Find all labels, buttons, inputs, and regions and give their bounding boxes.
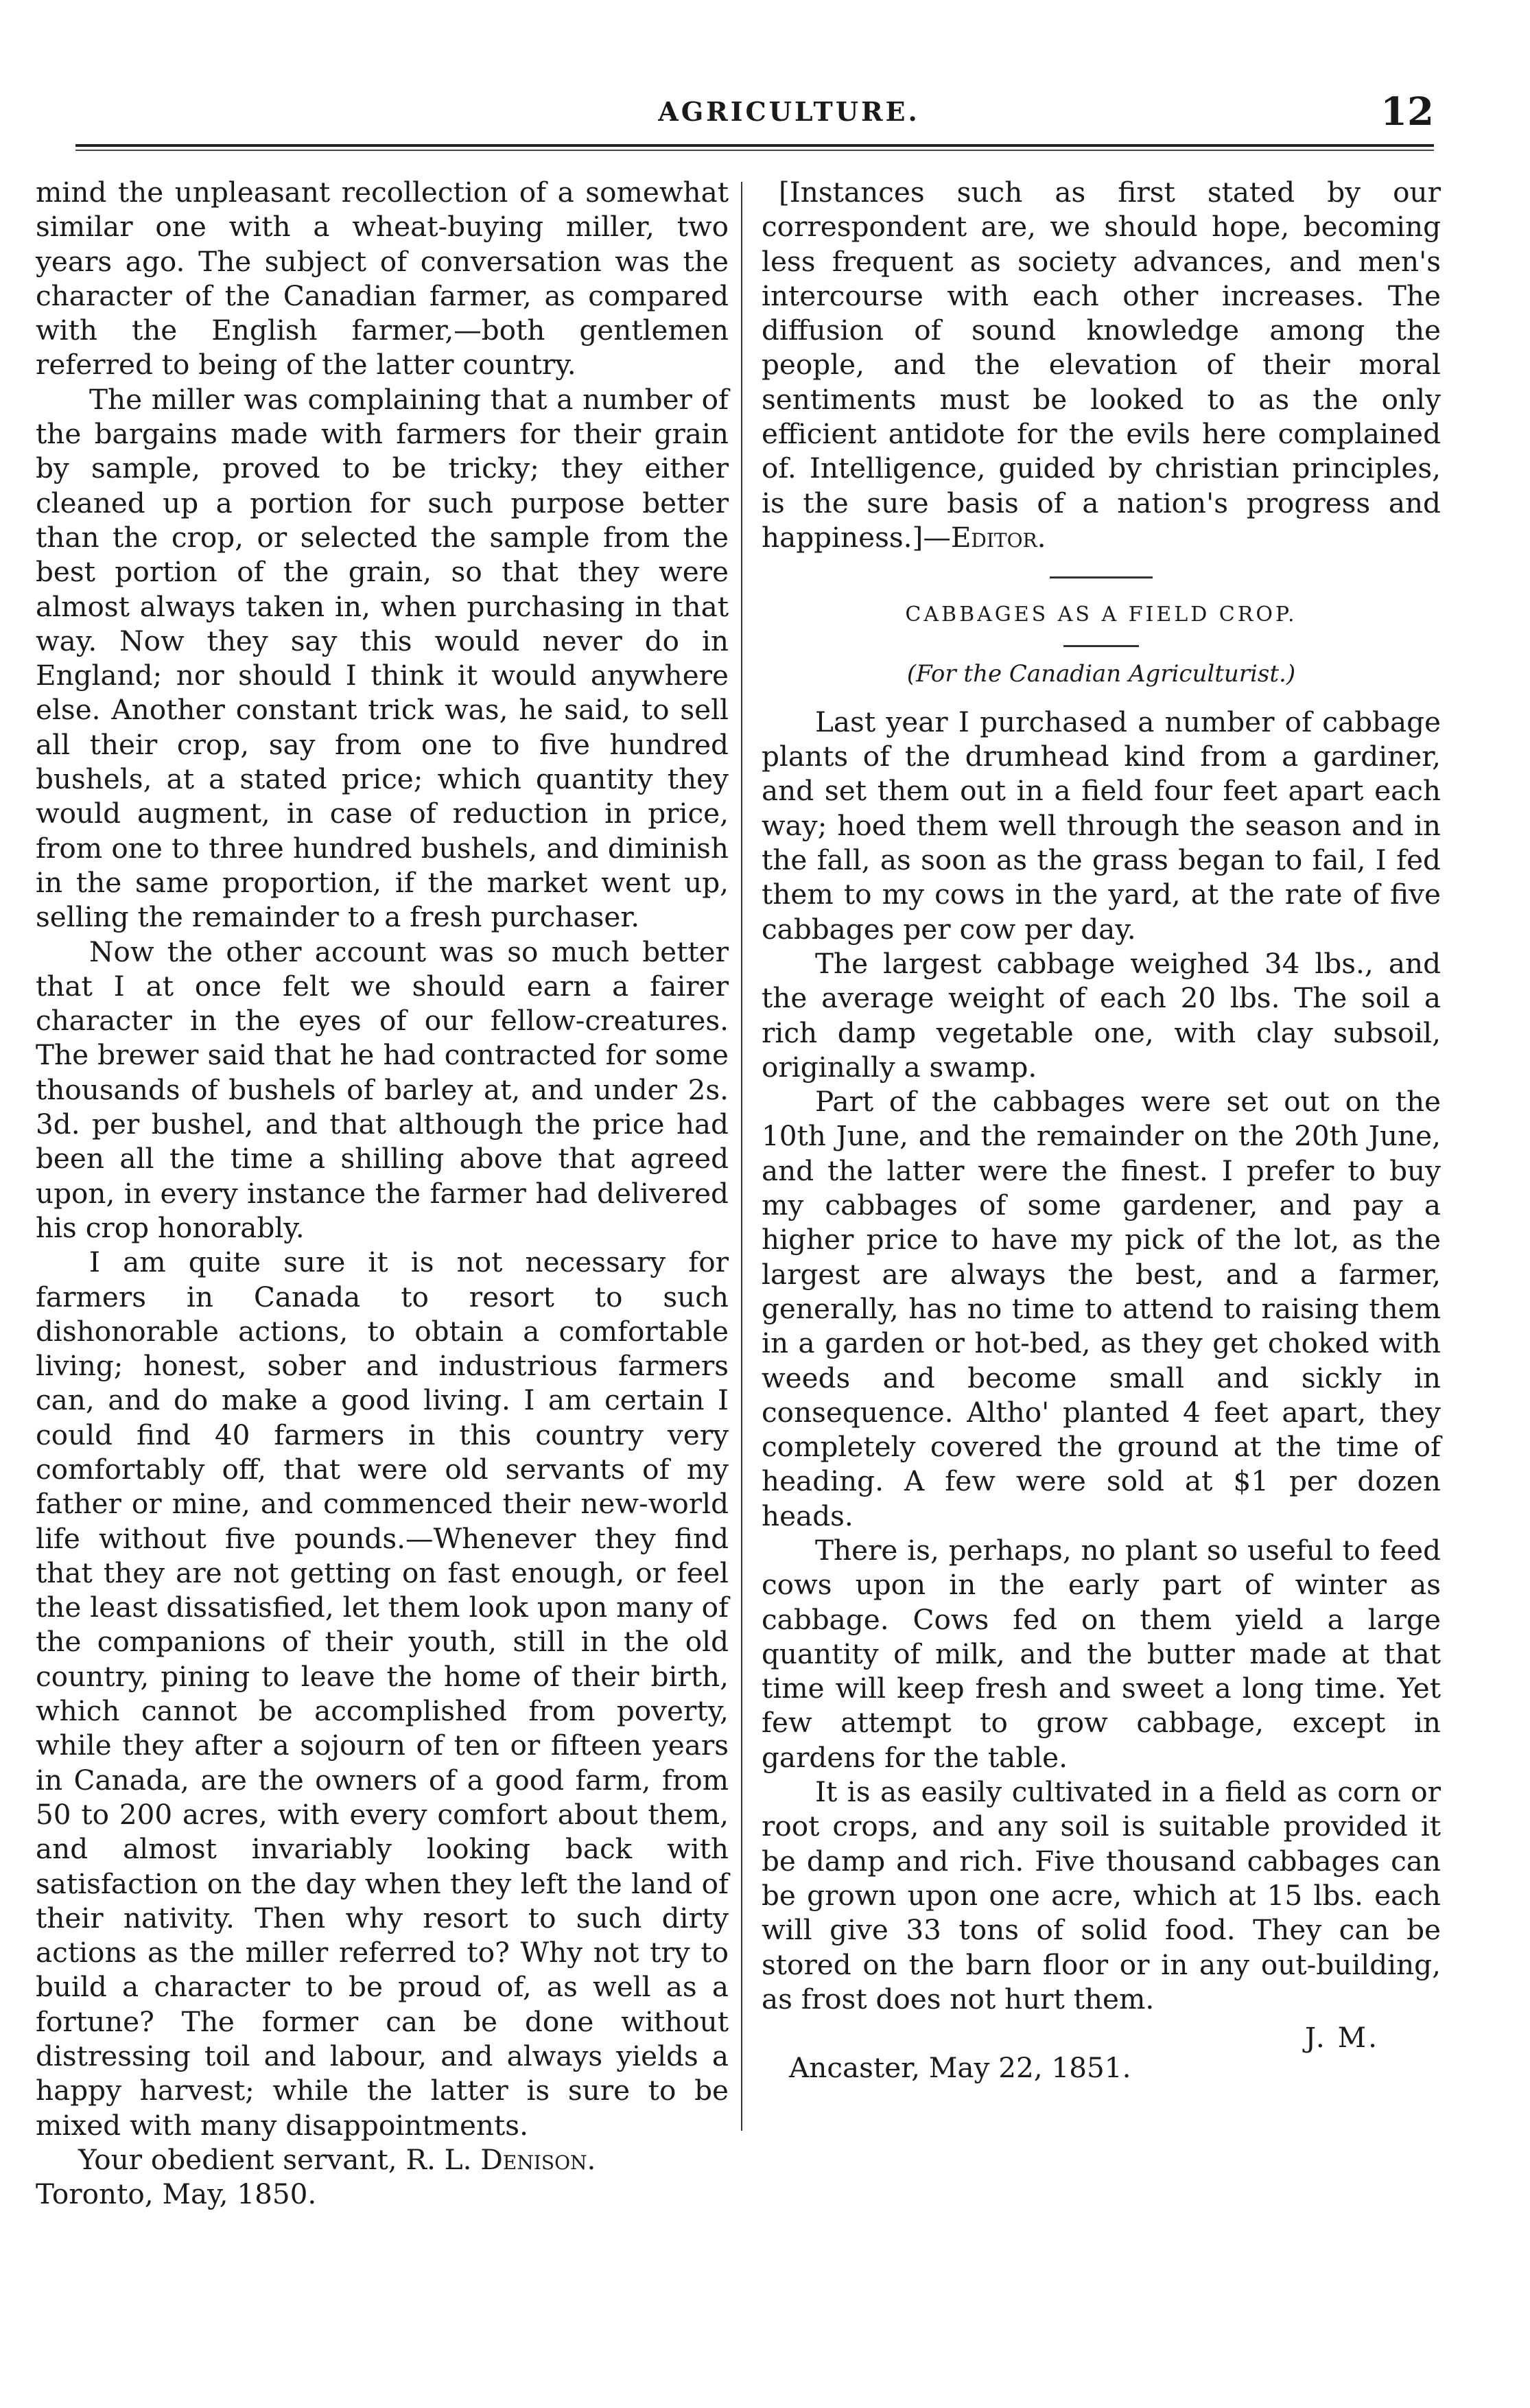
- letter-paragraph-continued: mind the unpleasant recollection of a somewhat similar one with a wheat-buying miller, two years ago. The subject of conversation was the character of the Canadian farmer, as compared with the English farmer,—both gentlemen referred to being of the latter country.: [36, 176, 729, 382]
- letter-signature: [36, 2142, 729, 2177]
- editor-note: [762, 175, 1441, 554]
- letter-paragraph: Now the other account was so much better that I at once felt we should earn a fairer character in the eyes of our fellow-creatures. The brewer said that he had contracted for some thousands of bushels of barley at, and under 2s. 3d. per bushel, and that although the price had been all the time a shilling above that agreed upon, in every instance the farmer had delivered his crop honorably.: [36, 935, 729, 1244]
- article-paragraph: It is as easily cultivated in a field as corn or root crops, and any soil is suitable provided it be damp and rich. Five thousand cabbages can be grown upon one acre, which at 15 lbs. each will give 33 tons of solid food. They can be stored on the barn floor or in any out-building, as frost does not hurt them.: [762, 1775, 1441, 2015]
- article-byline: (For the Canadian Agriculturist.): [906, 659, 1296, 688]
- article-paragraph: There is, perhaps, no plant so useful to feed cows upon in the early part of winter as cabbage. Cows fed on them yield a large quantity of milk, and the butter made at that time will keep fresh and sweet a long time. Yet few attempt to grow cabbage, except in gardens for the table.: [762, 1533, 1441, 1774]
- running-title: AGRICULTURE.: [658, 96, 920, 127]
- section-separator-rule: [1050, 576, 1153, 578]
- letter-paragraph: I am quite sure it is not necessary for farmers in Canada to resort to such dishonorable actions, to obtain a comfortable living; honest, sober and industrious farmers can, and do make a good living. I am certain I could find 40 farmers in this country very comfortably off, that were old servants of my father or mine, and commenced their new-world life without five pounds.—Whenever they find that they are not getting on fast enough, or feel the least dissatisfied, let them look upon many of the companions of their youth, still in the old country, pining to leave the home of their birth, which cannot be accomplished from poverty, while they after a sojourn of ten or fifteen years in Canada, are the owners of a good farm, from 50 to 200 acres, with every comfort about them, and almost invariably looking back with satisfaction on the day when they left the land of their nativity. Then why resort to such dirty actions as the miller referred to? Why not try to build a character to be proud of, as well as a fortune? The former can be done without distressing toil and labour, and always yields a happy harvest; while the latter is sure to be mixed with many disappointments.: [36, 1246, 729, 2142]
- article-signature: J. M.: [1304, 2021, 1379, 2055]
- title-rule: [1063, 645, 1139, 647]
- page-number: 12: [1380, 89, 1434, 135]
- editor-note-body: [Instances such as first stated by our correspondent are, we should hope, becoming less frequent as society advances, and men's intercourse with each other increases. The diffusion of sound knowledge among the people, and the elevation of their moral sentiments must be looked to as the only efficient antidote for the evils here complained of. Intelligence, guided by christian principles, is the sure basis of a nation's progress and happiness.]—: [762, 176, 1441, 554]
- letter-paragraph: The miller was complaining that a number of the bargains made with farmers for their grain by sample, proved to be tricky; they either cleaned up a portion for such purpose better than the crop, or selected the sample from the best portion of the grain, so that they were almost always taken in, when purchasing in that way. Now they say this would never do in England; nor should I think it would anywhere else. Another constant trick was, he said, to sell all their crop, say from one to five hundred bushels, at a stated price; which quantity they would augment, in case of reduction in price, from one to three hundred bushels, and diminish in the same proportion, if the market went up, selling the remainder to a fresh purchaser.: [36, 382, 729, 934]
- header-rule-secondary: [75, 150, 1434, 151]
- left-column: [36, 175, 729, 2212]
- article-title: CABBAGES AS A FIELD CROP.: [905, 603, 1297, 627]
- right-column: [762, 175, 1441, 2085]
- editor-label: Editor.: [950, 520, 1046, 554]
- article-paragraph: Last year I purchased a number of cabbage plants of the drumhead kind from a gardiner, and set them out in a field four feet apart each way; hoed them well through the season and in the fall, as soon as the grass began to fail, I fed them to my cows in the yard, at the rate of five cabbages per cow per day.: [762, 705, 1441, 946]
- signature-name: R. L. Denison.: [405, 2142, 596, 2176]
- signature-prefix: Your obedient servant,: [78, 2142, 397, 2176]
- letter-dateline: Toronto, May, 1850.: [36, 2177, 317, 2211]
- column-divider: [741, 182, 742, 2131]
- header-rule: [75, 144, 1434, 147]
- article-dateline: Ancaster, May 22, 1851.: [789, 2051, 1131, 2085]
- article-paragraph: The largest cabbage weighed 34 lbs., and the average weight of each 20 lbs. The soil a rich damp vegetable one, with clay subsoil, originally a swamp.: [762, 946, 1441, 1084]
- article-paragraph: Part of the cabbages were set out on the 10th June, and the remainder on the 20th June, and the latter were the finest. I prefer to buy my cabbages of some gardener, and pay a higher price to have my pick of the lot, as the largest are always the best, and a farmer, generally, has no time to attend to raising them in a garden or hot-bed, as they get choked with weeds and become small and sickly in consequence. Altho' planted 4 feet apart, they completely covered the ground at the time of heading. A few were sold at $1 per dozen heads.: [762, 1085, 1441, 1532]
- running-head: [0, 89, 1530, 144]
